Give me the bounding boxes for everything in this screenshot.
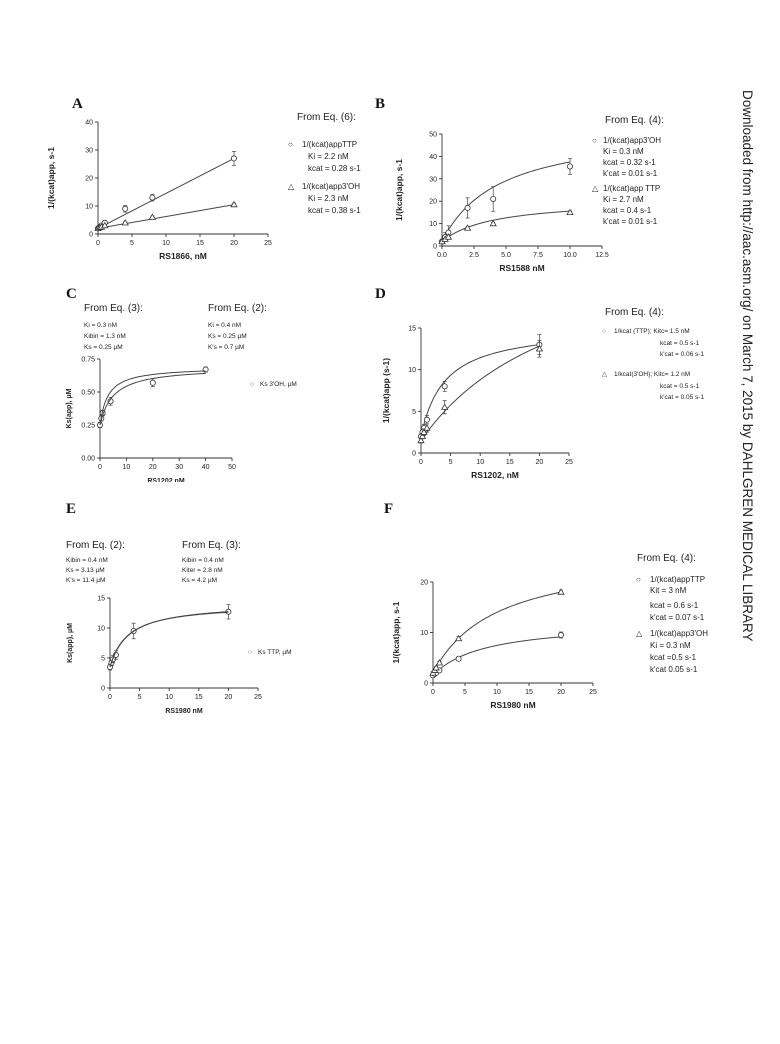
legend-label: 1/(kcat)appTTP [650,575,706,584]
y-tick-label: 0 [424,680,428,688]
y-tick-label: 30 [429,176,437,184]
legend-label: 1/(kcat)appTTP [302,140,358,149]
x-tick-label: 5 [130,240,134,247]
y-axis-label: Ks(app), µM [67,623,74,663]
y-tick-label: 0.25 [81,422,95,430]
y-tick-label: 20 [85,175,93,183]
y-tick-label: 30 [85,147,93,155]
panel-e-param: K's = 11.4 µM [66,577,106,584]
data-point-triangle [122,220,128,225]
y-tick-label: 50 [429,131,437,139]
x-tick-label: 25 [254,694,262,701]
legend-label: 1/(kcat)app3'OH [650,629,708,638]
x-tick-label: 15 [194,694,203,701]
y-axis-label: Ks(app), µM [66,388,73,429]
legend-param: Ki = 0.3 nM [650,641,691,650]
panel-c-param: Ki = 0.4 nM [208,322,242,329]
data-point-circle [491,196,496,201]
legend-triangle-marker: △ [602,371,607,378]
y-tick-label: 20 [429,198,437,206]
x-tick-label: 5.0 [501,252,511,259]
legend-circle-marker: ○ [602,328,606,335]
legend-param: Ki = 0.3 nM [603,147,644,156]
x-tick-label: 10 [476,459,485,466]
x-tick-label: 20 [148,464,157,471]
panel-letter-e: E [66,501,77,517]
y-axis-label: 1/(kcat)app, s-1 [394,159,404,221]
panel-c-eq-title-right: From Eq. (2): [208,303,267,314]
x-tick-label: 10 [122,464,131,471]
panel-e-param: Ks = 4.2 µM [182,577,217,584]
y-tick-label: 20 [420,579,428,587]
x-tick-label: 0.0 [437,252,447,259]
y-tick-label: 10 [408,367,416,375]
y-tick-label: 10 [429,221,437,229]
panel-b-eq-title: From Eq. (4): [605,115,664,126]
data-point-triangle [567,209,573,214]
data-point-circle [123,206,128,211]
data-point-circle [465,205,470,210]
x-tick-label: 5 [448,459,453,466]
panel-c-param: Ks = 0.25 µM [208,333,247,340]
x-tick-label: 40 [201,464,210,471]
data-point-triangle [436,660,442,665]
y-tick-label: 5 [412,408,416,416]
chart-c [60,352,250,482]
legend-param: k'cat = 0.06 s-1 [660,351,705,358]
data-point-triangle [442,404,448,409]
x-tick-label: 7.5 [533,252,543,259]
legend-triangle-marker: △ [288,182,295,191]
y-tick-label: 0 [412,450,416,458]
x-tick-label: 0 [98,464,102,471]
chart-b [390,122,630,282]
legend-triangle-marker: △ [592,184,599,193]
fit-curve [433,637,561,676]
x-tick-label: 15 [505,459,514,466]
x-tick-label: 20 [224,694,233,701]
y-tick-label: 15 [97,595,105,603]
x-tick-label: 30 [175,464,184,471]
legend-param: Ki = 2.3 nM [308,194,349,203]
panel-letter-d: D [375,286,386,302]
y-tick-label: 0 [89,231,93,239]
fit-curve [110,612,228,667]
chart-a [40,110,280,280]
panel-e-eq-title-right: From Eq. (3): [182,540,241,551]
legend-param: kcat = 0.6 s-1 [650,601,699,610]
x-tick-label: 20 [535,459,544,466]
chart-d [375,318,605,490]
y-tick-label: 10 [97,625,105,633]
data-point-circle [231,156,236,161]
panel-letter-b: B [375,96,386,112]
y-tick-label: 0.00 [81,455,95,463]
x-axis-label: RS1980 nM [490,700,536,710]
panel-e-param: Kiter = 2.8 nM [182,567,223,574]
legend-param: kcat = 0.5 s-1 [660,383,700,390]
panel-c-param: Kibin = 1.3 nM [84,333,126,340]
panel-c-eq-title-left: From Eq. (3): [84,303,143,314]
x-tick-label: 25 [565,459,573,466]
data-point-circle [442,384,447,389]
data-point-circle [558,632,563,637]
panel-letter-a: A [72,96,83,112]
legend-circle-marker: ○ [248,649,252,656]
y-tick-label: 40 [429,153,437,161]
legend-param: kcat =0.5 s-1 [650,653,697,662]
download-watermark: Downloaded from http://aac.asm.org/ on March 7, 2015 by DAHLGREN MEDICAL LIBRARY [740,90,755,642]
legend-param: kcat = 0.38 s-1 [308,206,361,215]
y-tick-label: 0 [433,243,437,251]
panel-d-eq-title: From Eq. (4): [605,307,664,318]
legend-circle-marker: ○ [592,136,597,145]
x-tick-label: 15 [525,689,533,696]
panel-letter-c: C [66,286,77,302]
panel-e-eq-title-left: From Eq. (2): [66,540,125,551]
legend-param: kcat = 0.28 s-1 [308,164,361,173]
legend-param: Ki = 2.7 nM [603,195,644,204]
panel-c-param: Ks = 0.25 µM [84,344,123,351]
data-point-triangle [149,214,155,219]
fit-line [98,158,234,228]
legend-label: 1/kcat(3'OH); Kitc= 1.2 nM [614,371,691,378]
legend-param: kcat = 0.4 s-1 [603,206,652,215]
legend-label: 1/(kcat)app TTP [603,184,661,193]
fit-line [98,205,234,229]
legend-param: k'cat = 0.05 s-1 [660,394,705,401]
data-point-triangle [558,589,564,594]
x-tick-label: 0 [419,459,423,466]
panel-c-param: K's = 0.7 µM [208,344,245,351]
x-tick-label: 5 [137,694,142,701]
legend-param: k'cat 0.05 s-1 [650,665,698,674]
y-tick-label: 0 [101,685,105,693]
y-axis-label: 1/(kcat)app, s-1 [391,601,401,664]
legend-param: kcat = 0.5 s-1 [660,340,700,347]
data-point-circle [567,164,572,169]
data-point-circle [150,380,155,385]
legend-param: Kit = 3 nM [650,586,687,595]
x-axis-label: RS1866, nM [159,251,207,261]
y-axis-label: 1/(kcat)app (s-1) [381,357,391,424]
data-point-circle [150,195,155,200]
panel-f-eq-title: From Eq. (4): [637,553,696,564]
x-tick-label: 10 [165,694,174,701]
x-tick-label: 25 [264,240,272,247]
legend-param: k'cat = 0.01 s-1 [603,217,658,226]
data-point-circle [456,656,461,661]
legend-param: k'cat = 0.07 s-1 [650,613,705,622]
legend-label: 1/(kcat)app3'OH [603,136,661,145]
legend-param: Ki = 2.2 nM [308,152,349,161]
legend-label: 1/kcat (TTP); Kitc= 1.5 nM [614,328,690,335]
y-axis-label: 1/(kcat)app, s-1 [46,147,56,209]
panel-c-param: Ki = 0.3 nM [84,322,118,329]
x-tick-label: 0 [96,240,100,247]
x-tick-label: 10 [493,689,501,696]
fit-curve [110,612,228,667]
x-axis-label: RS1588 nM [499,263,545,273]
legend-circle-marker: ○ [250,381,254,388]
data-point-circle [424,417,429,422]
chart-e [60,590,270,720]
panel-a-eq-title: From Eq. (6): [297,112,356,123]
panel-e-param: Kibin = 0.4 nM [182,557,224,564]
y-tick-label: 40 [85,119,93,127]
x-tick-label: 0 [431,689,435,696]
x-tick-label: 25 [589,689,597,696]
data-point-triangle [231,202,237,207]
fit-curve [421,346,539,440]
chart-f [385,572,635,712]
data-point-triangle [490,221,496,226]
x-tick-label: 20 [230,240,238,247]
panel-e-param: Ks = 3.13 µM [66,567,105,574]
legend-param: kcat = 0.32 s-1 [603,158,656,167]
fit-curve [421,345,539,437]
fit-curve [442,211,570,241]
x-axis-label: RS1202 nM [147,478,185,482]
legend-circle-marker: ○ [636,575,641,584]
x-tick-label: 0 [108,694,112,701]
x-tick-label: 50 [228,464,236,471]
x-tick-label: 12.5 [595,252,609,259]
y-tick-label: 15 [408,325,416,333]
panel-e-legend-label: Ks TTP, µM [258,649,292,656]
y-tick-label: 10 [420,630,428,637]
x-tick-label: 20 [557,689,565,696]
x-tick-label: 2.5 [469,252,479,259]
legend-circle-marker: ○ [288,140,293,149]
y-tick-label: 0.50 [81,389,95,397]
x-axis-label: RS1202, nM [471,470,519,480]
x-tick-label: 10.0 [563,252,577,259]
y-tick-label: 10 [85,203,93,211]
y-tick-label: 0.75 [81,356,95,364]
panel-c-legend-label: Ks 3'OH, µM [260,381,297,388]
legend-triangle-marker: △ [636,629,643,638]
legend-label: 1/(kcat)app3'OH [302,182,360,191]
y-tick-label: 5 [101,655,105,663]
x-tick-label: 15 [196,240,204,247]
panel-e-param: Kibin = 0.4 nM [66,557,108,564]
x-tick-label: 10 [162,240,170,247]
legend-param: k'cat = 0.01 s-1 [603,169,658,178]
x-axis-label: RS1980 nM [165,708,203,715]
x-tick-label: 5 [463,689,467,696]
panel-letter-f: F [384,501,394,517]
